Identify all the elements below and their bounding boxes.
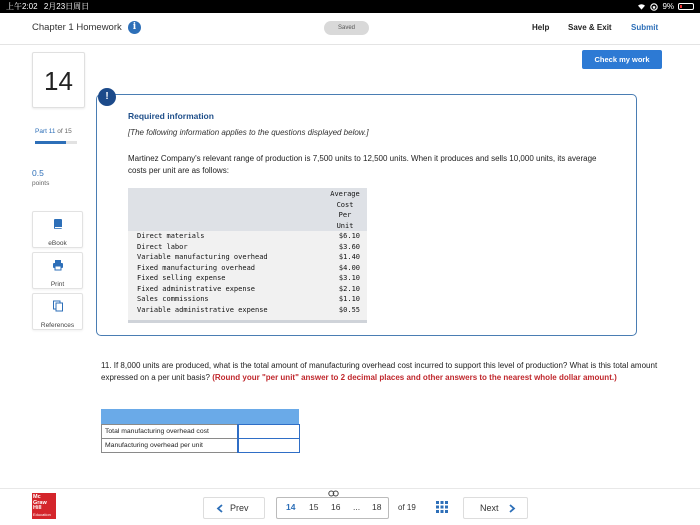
status-bar [0, 0, 700, 13]
cost-row [128, 294, 367, 305]
part-prefix: Part [35, 128, 49, 135]
overhead-per-unit-input[interactable] [237, 438, 300, 453]
question-text [101, 360, 661, 384]
cost-value: $6.10 [338, 232, 360, 240]
intro-text: [The following information applies to the questions displayed below.] [128, 128, 369, 137]
cost-table-header [128, 188, 367, 231]
chevron-right-icon [508, 504, 516, 513]
cost-label: Fixed administrative expense [137, 284, 256, 293]
cost-value: $3.10 [338, 274, 360, 282]
cost-value: $4.00 [338, 263, 360, 272]
part-progress-fill [35, 141, 66, 144]
answer-row [101, 424, 299, 439]
answer-table [101, 409, 299, 454]
cost-row [128, 231, 367, 242]
page-15[interactable]: 15 [309, 502, 319, 512]
cost-row [128, 305, 367, 316]
top-bar [0, 13, 700, 45]
question-instruction: (Round your "per unit" answer to 2 decimal places and other answers to the nearest whole dollar amount.) [212, 373, 617, 382]
page-14[interactable]: 14 [286, 502, 296, 512]
cost-row [128, 242, 367, 253]
mcgraw-hill-logo [32, 493, 56, 519]
answer-label: Total manufacturing overhead cost [105, 428, 209, 435]
header-line: Per [338, 211, 352, 219]
page-18[interactable]: 18 [372, 502, 382, 512]
saved-indicator: Saved [324, 21, 369, 35]
cost-row [128, 273, 367, 284]
answer-label: Manufacturing overhead per unit [105, 442, 203, 449]
cost-value: $1.40 [338, 253, 360, 261]
cost-label: Variable administrative expense [137, 305, 268, 314]
header-line: Average [330, 190, 360, 198]
part-current: 11 [48, 128, 56, 135]
cost-label: Fixed manufacturing overhead [137, 263, 256, 272]
cost-label: Direct materials [137, 232, 205, 240]
page-selector [276, 497, 389, 519]
prev-button[interactable] [203, 497, 265, 519]
logo-line: Hill [33, 505, 42, 512]
cost-row [128, 252, 367, 263]
part-indicator [35, 128, 72, 135]
orientation-lock-icon [650, 3, 658, 11]
total-overhead-input[interactable] [237, 424, 300, 439]
cost-label: Direct labor [137, 242, 188, 251]
header-line: Cost [336, 200, 354, 209]
page-ellipsis: ... [353, 502, 361, 512]
cost-column-header [325, 189, 365, 231]
help-link[interactable]: Help [532, 23, 550, 32]
save-exit-link[interactable]: Save & Exit [568, 23, 612, 32]
part-progress-bar [35, 141, 77, 144]
grid-icon[interactable] [436, 501, 448, 513]
wifi-icon [637, 3, 646, 10]
cost-label: Sales commissions [137, 295, 209, 303]
prev-label: Prev [230, 503, 249, 513]
page-total: of 19 [398, 503, 416, 512]
next-label: Next [480, 503, 499, 513]
ebook-button[interactable] [32, 211, 83, 248]
page-16[interactable]: 16 [331, 502, 341, 512]
cost-value: $3.60 [338, 242, 360, 251]
part-total: of 15 [55, 128, 72, 135]
status-right [637, 0, 694, 13]
header-line: Unit [336, 221, 354, 230]
chevron-left-icon [216, 504, 224, 513]
answer-table-header [101, 409, 299, 424]
cost-value: $2.10 [338, 284, 360, 293]
check-my-work-button[interactable]: Check my work [582, 50, 662, 69]
assignment-title: Chapter 1 Homework [32, 22, 122, 33]
answer-row [101, 438, 299, 453]
logo-line: Graw [33, 499, 47, 506]
cost-value: $1.10 [338, 295, 360, 303]
cost-row [128, 284, 367, 295]
ebook-label: eBook [48, 240, 67, 247]
next-button[interactable] [463, 497, 528, 519]
logo-line: Mc [33, 494, 41, 500]
scenario-text: Martinez Company's relevant range of production is 7,500 units to 12,500 units. When it produces and sells 10,000 units, its average costs per unit are as follows: [128, 154, 597, 175]
printer-icon [52, 259, 64, 271]
battery-icon [678, 3, 694, 10]
references-label: References [40, 322, 75, 329]
alert-icon: ! [98, 88, 116, 106]
question-number: 14 [32, 52, 85, 108]
book-icon [52, 218, 64, 230]
points-label: points [32, 180, 50, 187]
print-label: Print [50, 281, 65, 288]
link-icon [328, 490, 339, 497]
submit-link[interactable]: Submit [631, 23, 659, 32]
print-button[interactable] [32, 252, 83, 289]
info-icon[interactable]: i [128, 21, 141, 34]
points-value: 0.5 [32, 168, 44, 178]
status-date: 2月23日周日 [43, 2, 90, 11]
cost-table [128, 188, 367, 323]
cost-label: Variable manufacturing overhead [137, 253, 268, 261]
status-time: 上午2:02 [6, 2, 38, 11]
logo-line: Education [33, 511, 51, 517]
cost-label: Fixed selling expense [137, 274, 226, 282]
cost-row [128, 263, 367, 274]
cost-value: $0.55 [338, 305, 360, 314]
required-info-title: Required information [128, 111, 214, 121]
documents-icon [52, 300, 64, 312]
question-body: 11. If 8,000 units are produced, what is the total amount of manufacturing overhead cost incurred to support this level of production? What is this total amount expressed on a per unit basis? [101, 361, 658, 382]
cost-table-bottom-rule [128, 320, 367, 323]
battery-percent: 9% [662, 2, 674, 11]
references-button[interactable] [32, 293, 83, 330]
